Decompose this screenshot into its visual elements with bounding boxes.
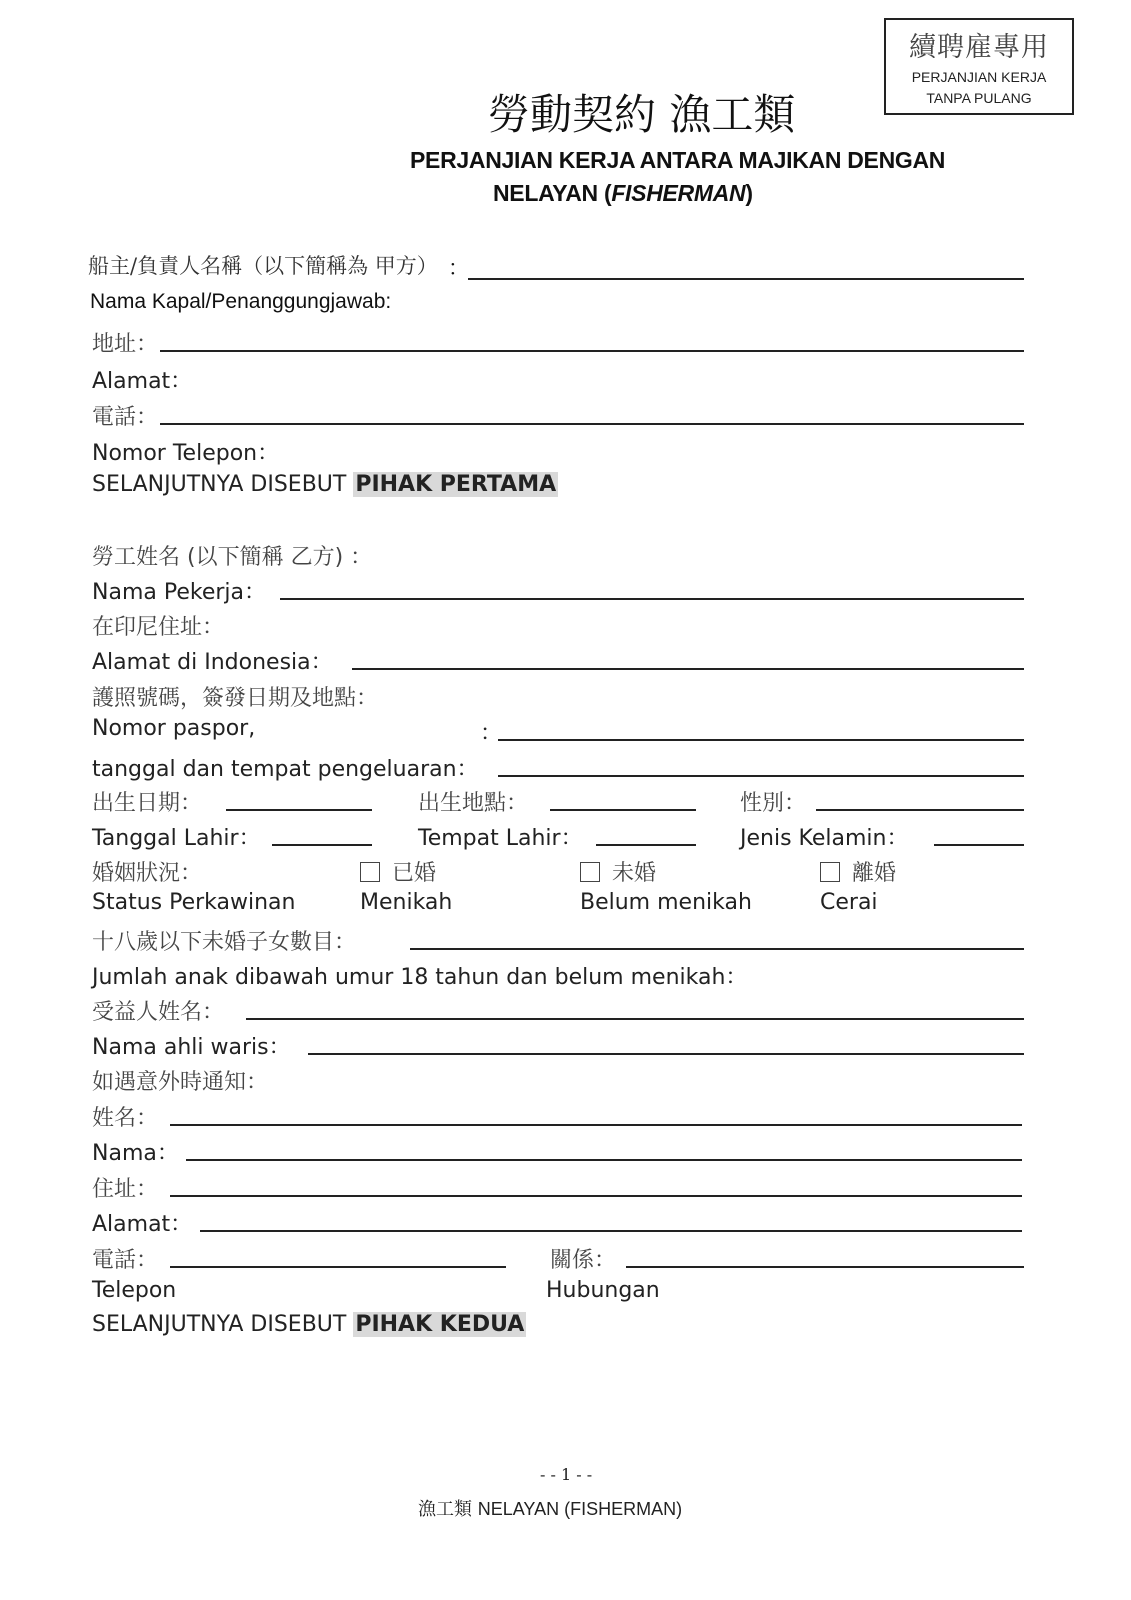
children-field[interactable] [410,948,1024,950]
employer-phone-field[interactable] [160,423,1024,425]
worker-name-field[interactable] [280,598,1024,600]
relation-label-ms: Hubungan [546,1278,660,1303]
passport-label-ms: Nomor paspor, [92,716,256,741]
beneficiary-field[interactable] [246,1018,1024,1020]
stamp-ms-line1: PERJANJIAN KERJA [911,69,1047,85]
checkbox-single[interactable] [580,862,600,882]
relation-field[interactable] [626,1266,1024,1268]
worker-address-label-zh: 在印尼住址： [92,615,225,640]
children-label-zh: 十八歲以下未婚子女數目： [92,930,357,955]
contact-address-field-ms[interactable] [200,1230,1022,1232]
worker-name-label-ms: Nama Pekerja： [92,580,266,605]
marital-option-married-ms: Menikah [360,890,453,915]
passport-colon: ： [480,721,503,746]
children-label-ms: Jumlah anak dibawah umur 18 tahun dan belum menikah： [92,965,748,990]
contact-phone-label-zh: 電話： [92,1248,159,1273]
title-ms-line2: NELAYAN (FISHERMAN) [493,180,753,206]
contact-name-field[interactable] [170,1124,1022,1126]
title-zh: 勞動契約 漁工類 [488,90,796,139]
marital-option-married[interactable]: 已婚 [360,856,436,887]
contact-name-label-ms: Nama： [92,1141,179,1166]
footer-label: 漁工類 NELAYAN (FISHERMAN) [418,1499,683,1520]
birthdate-field[interactable] [226,809,372,811]
page-number: - - 1 - - [540,1465,593,1484]
relation-label-zh: 關係： [550,1248,617,1273]
marital-label-zh: 婚姻狀況： [92,861,203,886]
checkbox-divorced[interactable] [820,862,840,882]
beneficiary-label-zh: 受益人姓名： [92,1000,225,1025]
contact-name-field-ms[interactable] [186,1159,1022,1161]
birthplace-label-zh: 出生地點： [418,791,529,816]
marital-option-single-ms: Belum menikah [580,890,752,915]
contact-address-field[interactable] [170,1195,1022,1197]
birthplace-label-ms: Tempat Lahir： [418,826,583,851]
renewal-stamp-box [884,18,1074,115]
beneficiary-field-ms[interactable] [308,1053,1024,1055]
contact-phone-label-ms: Telepon [92,1278,177,1303]
employer-name-colon: ： [448,256,469,280]
passport-number-field[interactable] [498,739,1024,741]
designation-highlight: PIHAK KEDUA [355,1312,525,1337]
gender-field[interactable] [816,809,1024,811]
gender-field-ms[interactable] [934,844,1024,846]
passport-issue-label-ms: tanggal dan tempat pengeluaran： [92,757,479,782]
marital-label-ms: Status Perkawinan [92,890,296,915]
passport-label-zh: 護照號碼，簽發日期及地點： [92,686,379,711]
worker-designation: SELANJUTNYA DISEBUT PIHAK KEDUA [92,1312,525,1337]
beneficiary-label-ms: Nama ahli waris： [92,1035,291,1060]
checkbox-married[interactable] [360,862,380,882]
passport-issue-field[interactable] [498,775,1024,777]
contact-phone-field[interactable] [170,1266,506,1268]
birthdate-label-ms: Tanggal Lahir： [92,826,261,851]
title-ms-line1: PERJANJIAN KERJA ANTARA MAJIKAN DENGAN [410,147,946,173]
marital-option-divorced-ms: Cerai [820,890,878,915]
marital-option-divorced[interactable]: 離婚 [820,856,896,887]
employer-phone-label-zh: 電話： [92,405,159,430]
birthdate-label-zh: 出生日期： [92,791,203,816]
stamp-zh: 續聘雇專用 [909,32,1049,63]
birthplace-field-ms[interactable] [596,844,696,846]
stamp-ms-line2: TANPA PULANG [926,90,1032,106]
worker-address-label-ms: Alamat di Indonesia： [92,650,333,675]
employer-address-label-ms: Alamat： [92,369,193,394]
worker-address-field[interactable] [352,668,1024,670]
employer-designation: SELANJUTNYA DISEBUT PIHAK PERTAMA [92,472,557,497]
birthdate-field-ms[interactable] [272,844,372,846]
gender-label-ms: Jenis Kelamin： [740,826,909,851]
designation-highlight: PIHAK PERTAMA [355,472,557,497]
employer-address-label-zh: 地址： [92,332,159,357]
employer-phone-label-ms: Nomor Telepon： [92,441,280,466]
marital-option-single[interactable]: 未婚 [580,856,656,887]
contact-name-label-zh: 姓名： [92,1106,159,1131]
gender-label-zh: 性別： [740,791,807,816]
employer-name-label-zh: 船主/負責人名稱（以下簡稱為 甲方） [88,254,438,278]
birthplace-field[interactable] [550,809,696,811]
notify-label-zh: 如遇意外時通知： [92,1070,269,1095]
employer-name-field[interactable] [468,278,1024,280]
contact-address-label-zh: 住址： [92,1177,159,1202]
worker-name-label-zh: 勞工姓名 (以下簡稱 乙方) ： [92,545,373,570]
employer-address-field[interactable] [160,350,1024,352]
employer-name-label-ms: Nama Kapal/Penanggungjawab: [90,290,392,313]
contact-address-label-ms: Alamat： [92,1212,193,1237]
